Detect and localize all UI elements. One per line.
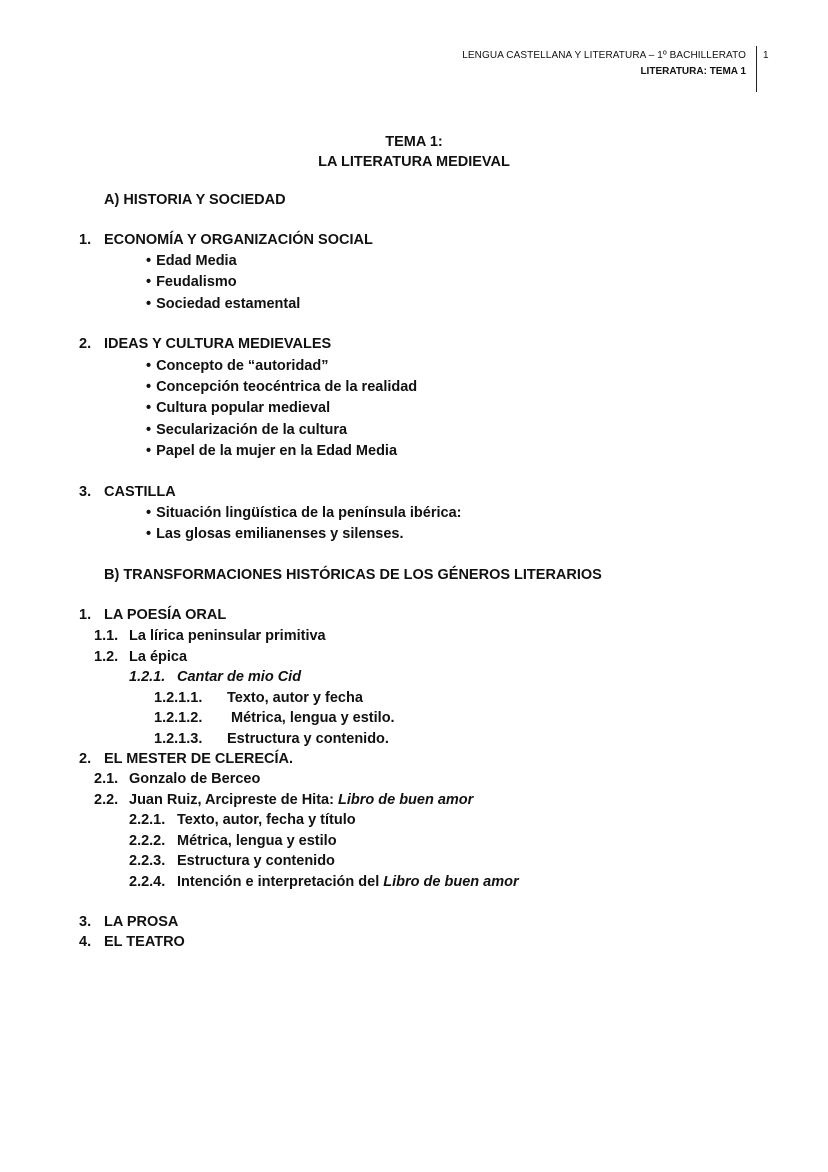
section-b-item-1 [79,606,226,624]
item-label: EL TEATRO [104,934,185,950]
subitem-1-2-1-3 [154,730,389,748]
subitem-1-2-1-2 [154,709,395,727]
bullet-item: • Feudalismo [146,273,237,291]
subitem-2-2-4 [129,873,519,891]
item-number: 2.2. [94,792,119,808]
item-number: 1.2. [94,649,119,665]
subitem-2-2-3 [129,852,335,870]
bullet-item: • Papel de la mujer en la Edad Media [146,442,397,460]
section-b-heading: B) TRANSFORMACIONES HISTÓRICAS DE LOS GÉNEROS LITERARIOS [104,567,602,583]
item-label: LA POESÍA ORAL [104,607,227,623]
item-label: Métrica, lengua y estilo [177,833,337,849]
item-label: Cantar de mio Cid [177,669,302,685]
subitem-2-2-2 [129,832,337,850]
bullet-item: • Secularización de la cultura [146,421,347,439]
item-number: 1. [79,607,92,623]
item-number: 2.2.2. [129,833,166,849]
bullet-item: • Situación lingüística de la península ibérica: [146,504,461,522]
item-number: 1.2.1.2. [154,710,203,726]
section-b-item-2 [79,750,293,768]
subitem-2-2 [94,791,473,809]
item-label: Juan Ruiz, Arcipreste de Hita: [129,792,338,808]
section-a-heading: A) HISTORIA Y SOCIEDAD [104,192,286,208]
item-label: IDEAS Y CULTURA MEDIEVALES [104,336,332,352]
item-number: 2.2.3. [129,853,166,869]
subitem-1-2 [94,648,187,666]
item-number: 2. [79,751,92,767]
book-title: Libro de buen amor [383,874,519,890]
item-number: 2.1. [94,771,119,787]
item-label: EL MESTER DE CLERECÍA. [104,751,294,767]
section-b-item-3 [79,913,178,931]
book-title: Libro de buen amor [337,792,474,808]
item-label: LA PROSA [104,914,179,930]
item-number: 2.2.1. [129,812,166,828]
item-number: 3. [79,484,92,500]
section-a-item-1 [79,231,373,249]
item-label: La épica [129,649,188,665]
item-label: Texto, autor y fecha [227,690,363,706]
item-number: 1. [79,232,92,248]
bullet-item: • Concepción teocéntrica de la realidad [146,378,417,396]
section-a-item-3 [79,483,176,501]
header-topic: LITERATURA: TEMA 1 [640,66,746,77]
page-number: 1 [763,50,769,61]
item-label: Texto, autor, fecha y título [177,812,356,828]
title-line-1: TEMA 1: [385,134,443,150]
item-number: 1.2.1. [129,669,166,685]
item-label: Intención e interpretación del [177,874,384,890]
bullet-item: • Sociedad estamental [146,295,300,313]
item-label: CASTILLA [104,484,176,500]
subitem-1-1 [94,627,326,645]
running-header [462,48,746,80]
subitem-2-1 [94,770,260,788]
item-number: 1.2.1.3. [154,731,203,747]
item-number: 2.2.4. [129,874,166,890]
subitem-1-2-1-1 [154,689,363,707]
item-number: 4. [79,934,92,950]
bullet-item: • Concepto de “autoridad” [146,357,328,375]
item-label: Estructura y contenido. [227,731,389,747]
subitem-2-2-1 [129,811,356,829]
item-label: Gonzalo de Berceo [129,771,261,787]
item-label: Métrica, lengua y estilo. [231,710,395,726]
bullet-item: • Cultura popular medieval [146,399,330,417]
item-label: Estructura y contenido [177,853,335,869]
section-a-item-2 [79,335,331,353]
item-label: La lírica peninsular primitiva [129,628,326,644]
item-number: 1.2.1.1. [154,690,203,706]
bullet-item: • Las glosas emilianenses y silenses. [146,525,404,543]
item-number: 2. [79,336,92,352]
header-course: LENGUA CASTELLANA Y LITERATURA – 1º BACHILLERATO [462,50,746,61]
item-number: 1.1. [94,628,119,644]
title-line-2: LA LITERATURA MEDIEVAL [318,154,510,170]
section-b-item-4 [79,933,185,951]
item-label: ECONOMÍA Y ORGANIZACIÓN SOCIAL [104,232,373,248]
header-divider [756,46,757,92]
item-number: 3. [79,914,92,930]
bullet-item: • Edad Media [146,252,237,270]
subitem-1-2-1 [129,668,301,686]
